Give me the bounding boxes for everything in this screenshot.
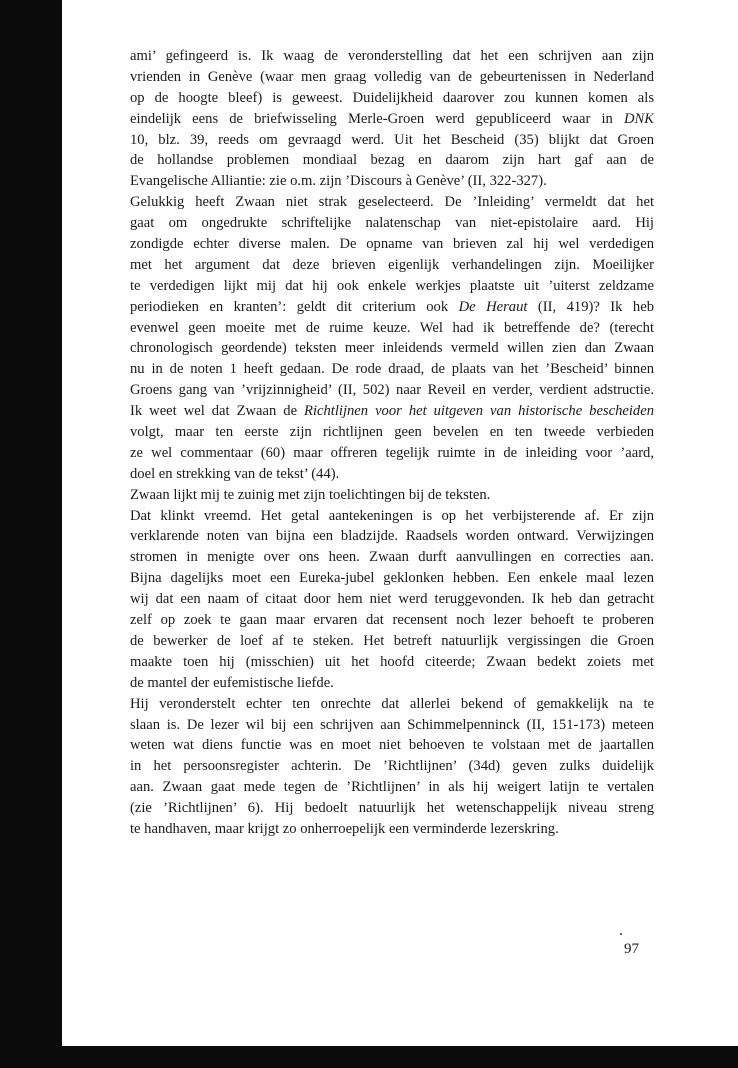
text-line: [130, 380, 654, 401]
text-line: [130, 798, 654, 819]
text-segment: volgt, maar ten eerste zijn richtlijnen geen bevelen en ten tweede verbieden: [130, 424, 654, 441]
text-segment: Gelukkig heeft Zwaan niet strak geselecteerd. De ’Inleiding’ vermeldt dat het: [130, 194, 654, 211]
text-line: [130, 610, 654, 631]
text-segment: met het argument dat deze brieven eigenlijk verhandelingen zijn. Moeilijker: [130, 256, 654, 273]
text-line: [130, 130, 654, 151]
text-segment: evenwel geen moeite met de ruime keuze. Wel had ik betreffende de? (terecht: [130, 319, 654, 336]
text-segment: gaat om ongedrukte schriftelijke nalatenschap van niet-epistolaire aard. Hij: [130, 215, 654, 232]
italic-title: Richtlijnen voor het uitgeven van historische bescheiden: [304, 403, 654, 420]
text-segment: stromen in menigte over ons heen. Zwaan durft aanvullingen en correcties aan.: [130, 549, 654, 566]
scan-speck: [620, 933, 622, 935]
text-line: [130, 506, 654, 527]
text-line: [130, 526, 654, 547]
text-segment: Zwaan lijkt mij te zuinig met zijn toelichtingen bij de teksten.: [130, 486, 491, 503]
text-segment: wij dat een naam of citaat door hem niet werd teruggevonden. Ik heb dan getracht: [130, 591, 654, 608]
text-line: [130, 819, 654, 840]
text-segment: Hij veronderstelt echter ten onrechte dat allerlei bekend of gemakkelijk na te: [130, 695, 654, 712]
text-line: [130, 485, 654, 506]
text-segment: in het persoonsregister achterin. De ’Richtlijnen’ (34d) geven zulks duidelijk: [130, 758, 654, 775]
text-line: [130, 192, 654, 213]
text-line: [130, 715, 654, 736]
text-segment: de bewerker de loef af te steken. Het betreft natuurlijk vergissingen die Groen: [130, 632, 654, 649]
text-segment: de hollandse problemen mondiaal bezag en daarom zijn hart gaf aan de: [130, 152, 654, 169]
italic-title: De Heraut: [458, 298, 528, 315]
text-segment: de mantel der eufemistische liefde.: [130, 674, 334, 691]
text-line: [130, 46, 654, 67]
text-segment: slaan is. De lezer wil bij een schrijven aan Schimmelpenninck (II, 151-173) meteen: [130, 716, 654, 733]
text-line: [130, 234, 654, 255]
text-line: [130, 88, 654, 109]
text-line: [130, 464, 654, 485]
text-line: [130, 756, 654, 777]
text-line: [130, 735, 654, 756]
text-segment: (II, 419)? Ik heb: [527, 298, 654, 315]
text-line: [130, 589, 654, 610]
text-segment: op de hoogte bleef) is geweest. Duidelijkheid daarover zou kunnen komen als: [130, 89, 654, 106]
text-line: [130, 297, 654, 318]
text-line: [130, 401, 654, 422]
text-line: [130, 631, 654, 652]
text-line: [130, 213, 654, 234]
text-line: [130, 422, 654, 443]
text-line: [130, 318, 654, 339]
text-segment: aan. Zwaan gaat mede tegen de ’Richtlijnen’ in als hij weigert latijn te vertalen: [130, 779, 654, 796]
text-line: [130, 338, 654, 359]
page-number: 97: [624, 941, 639, 957]
text-segment: Bijna dagelijks moet een Eureka-jubel geklonken hebben. Een enkele maal lezen: [130, 570, 654, 587]
text-segment: zondigde echter diverse malen. De opname van brieven zal hij wel verdedigen: [130, 236, 654, 253]
text-line: [130, 67, 654, 88]
text-segment: Evangelische Alliantie: zie o.m. zijn ’Discours à Genève’ (II, 322-327).: [130, 173, 547, 190]
text-segment: 10, blz. 39, reeds om gevraagd werd. Uit het Bescheid (35) blijkt dat Groen: [130, 131, 654, 148]
text-line: [130, 171, 654, 192]
text-segment: weten wat diens functie was en moet niet behoeven te volstaan met de jaartallen: [130, 737, 654, 754]
scan-border-left: [0, 0, 62, 1068]
text-segment: Ik weet wel dat Zwaan de: [130, 403, 305, 420]
text-segment: chronologisch geordende) teksten meer inleidends vermeld willen zien dan Zwaan: [130, 340, 654, 357]
text-segment: te verdedigen lijkt mij dat hij ook enkele werkjes plaatste uit ’uiterst zeldzame: [130, 277, 654, 294]
text-segment: Dat klinkt vreemd. Het getal aantekeningen is op het verbijsterende af. Er zijn: [130, 507, 654, 524]
text-segment: verklarende noten van bijna een bladzijde. Raadsels worden ontward. Verwijzingen: [130, 528, 654, 545]
text-line: [130, 547, 654, 568]
text-line: [130, 694, 654, 715]
text-line: [130, 276, 654, 297]
text-segment: te handhaven, maar krijgt zo onherroepelijk een verminderde lezerskring.: [130, 820, 559, 837]
text-line: [130, 443, 654, 464]
text-line: [130, 359, 654, 380]
text-line: [130, 777, 654, 798]
text-line: [130, 150, 654, 171]
text-line: [130, 652, 654, 673]
text-segment: Groens gang van ’vrijzinnigheid’ (II, 502) naar Reveil en verder, verdient adstructie.: [130, 382, 654, 399]
text-segment: maakte toen hij (misschien) uit het hoofd citeerde; Zwaan bedekt zoiets met: [130, 653, 654, 670]
text-line: [130, 673, 654, 694]
text-segment: ze wel commentaar (60) maar offreren tegelijk ruimte in de inleiding voor ’aard,: [130, 444, 654, 461]
text-segment: zelf op zoek te gaan maar ervaren dat recensent noch lezer behoeft te proberen: [130, 612, 654, 629]
text-segment: doel en strekking van de tekst’ (44).: [130, 465, 340, 482]
text-segment: ami’ gefingeerd is. Ik waag de veronderstelling dat het een schrijven aan zijn: [130, 48, 654, 64]
text-segment: vrienden in Genève (waar men graag volledig van de gebeurtenissen in Nederland: [130, 68, 654, 85]
text-segment: eindelijk eens de briefwisseling Merle-Groen werd gepubliceerd waar in: [130, 110, 624, 127]
text-line: [130, 109, 654, 130]
text-line: [130, 568, 654, 589]
scan-border-bottom: [62, 1046, 738, 1068]
body-text: [130, 46, 654, 840]
text-segment: periodieken en kranten’: geldt dit criterium ook: [130, 298, 459, 315]
text-segment: (zie ’Richtlijnen’ 6). Hij bedoelt natuurlijk het wetenschappelijk niveau streng: [130, 800, 654, 817]
text-line: [130, 255, 654, 276]
text-segment: nu in de noten 1 heeft gedaan. De rode draad, de plaats van het ’Bescheid’ binnen: [130, 361, 654, 378]
italic-title: DNK: [623, 110, 654, 127]
